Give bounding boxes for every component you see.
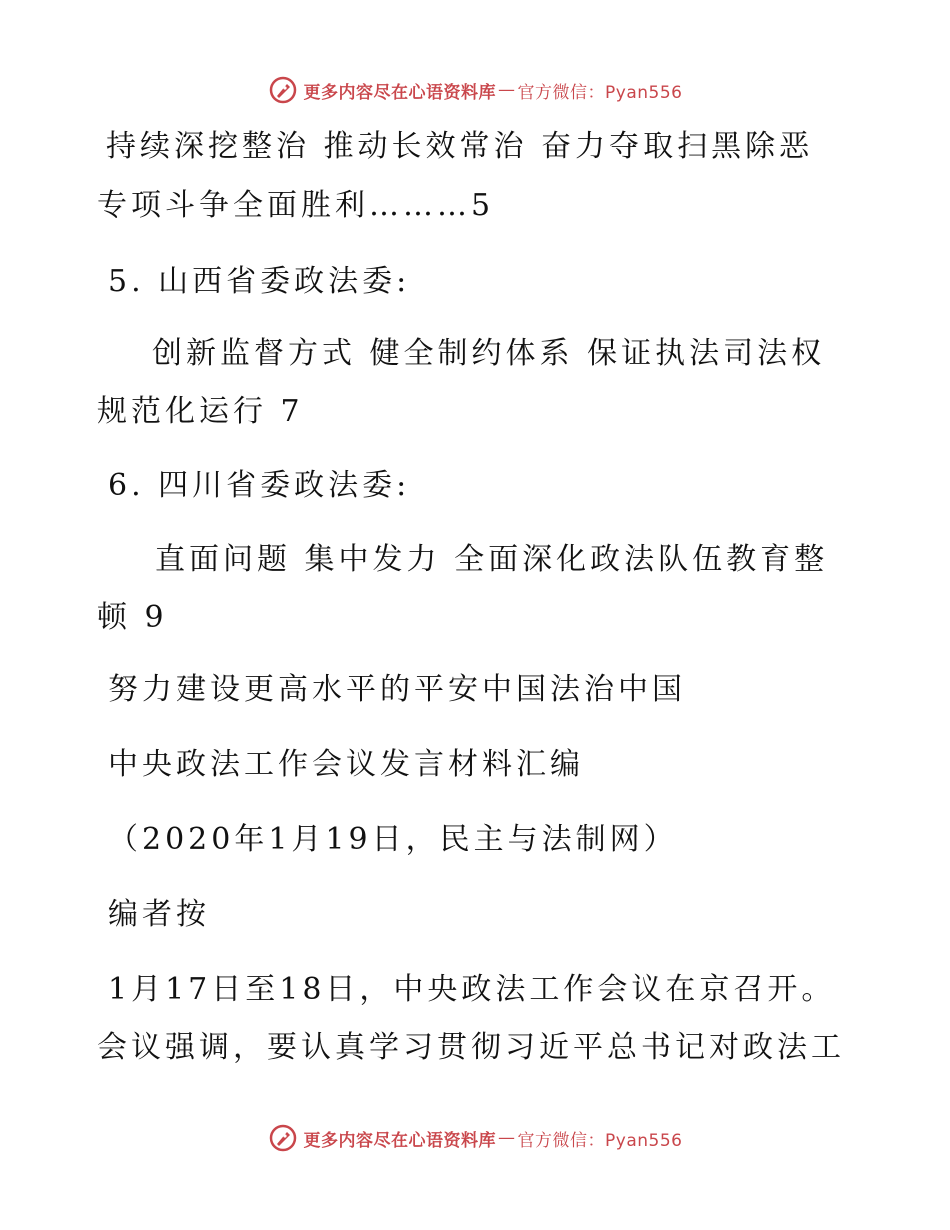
toc-entry-6-heading: 6. 四川省委政法委:: [108, 468, 411, 503]
paragraph-line1: 1月17日至18日，中央政法工作会议在京召开。: [108, 972, 836, 1007]
watermark-text: 更多内容尽在心语资料库: [303, 1130, 497, 1151]
source-date-line: （2020年1月19日，民主与法制网）: [108, 822, 678, 857]
toc-entry-5-title-line2: 规范化运行 7: [97, 394, 304, 429]
footer-watermark: [0, 1118, 950, 1158]
watermark-text: 更多内容尽在心语资料库: [303, 82, 497, 103]
toc-entry-4-title-line2: 专项斗争全面胜利………5: [97, 188, 495, 223]
watermark-contact: 官方微信：Pyan556: [517, 1130, 683, 1151]
toc-entry-4-title-line1: 持续深挖整治 推动长效常治 奋力夺取扫黑除恶: [106, 129, 814, 164]
toc-entry-6-title-line1: 直面问题 集中发力 全面深化政法队伍教育整: [155, 542, 829, 577]
toc-entry-5-title-line1: 创新监督方式 健全制约体系 保证执法司法权: [152, 336, 826, 371]
toc-entry-6-title-line2: 顿 9: [97, 600, 168, 635]
subtitle: 中央政法工作会议发言材料汇编: [108, 747, 584, 782]
pen-nib-logo-icon: [268, 1123, 298, 1153]
editor-note-heading: 编者按: [108, 897, 210, 932]
watermark-contact: 官方微信：Pyan556: [517, 82, 683, 103]
watermark-separator: —: [498, 80, 516, 100]
watermark-separator: —: [498, 1128, 516, 1148]
main-title: 努力建设更高水平的平安中国法治中国: [108, 672, 686, 707]
header-watermark: [0, 70, 950, 110]
pen-nib-logo-icon: [268, 75, 298, 105]
paragraph-line2: 会议强调，要认真学习贯彻习近平总书记对政法工: [97, 1030, 845, 1065]
toc-entry-5-heading: 5. 山西省委政法委:: [108, 264, 411, 299]
